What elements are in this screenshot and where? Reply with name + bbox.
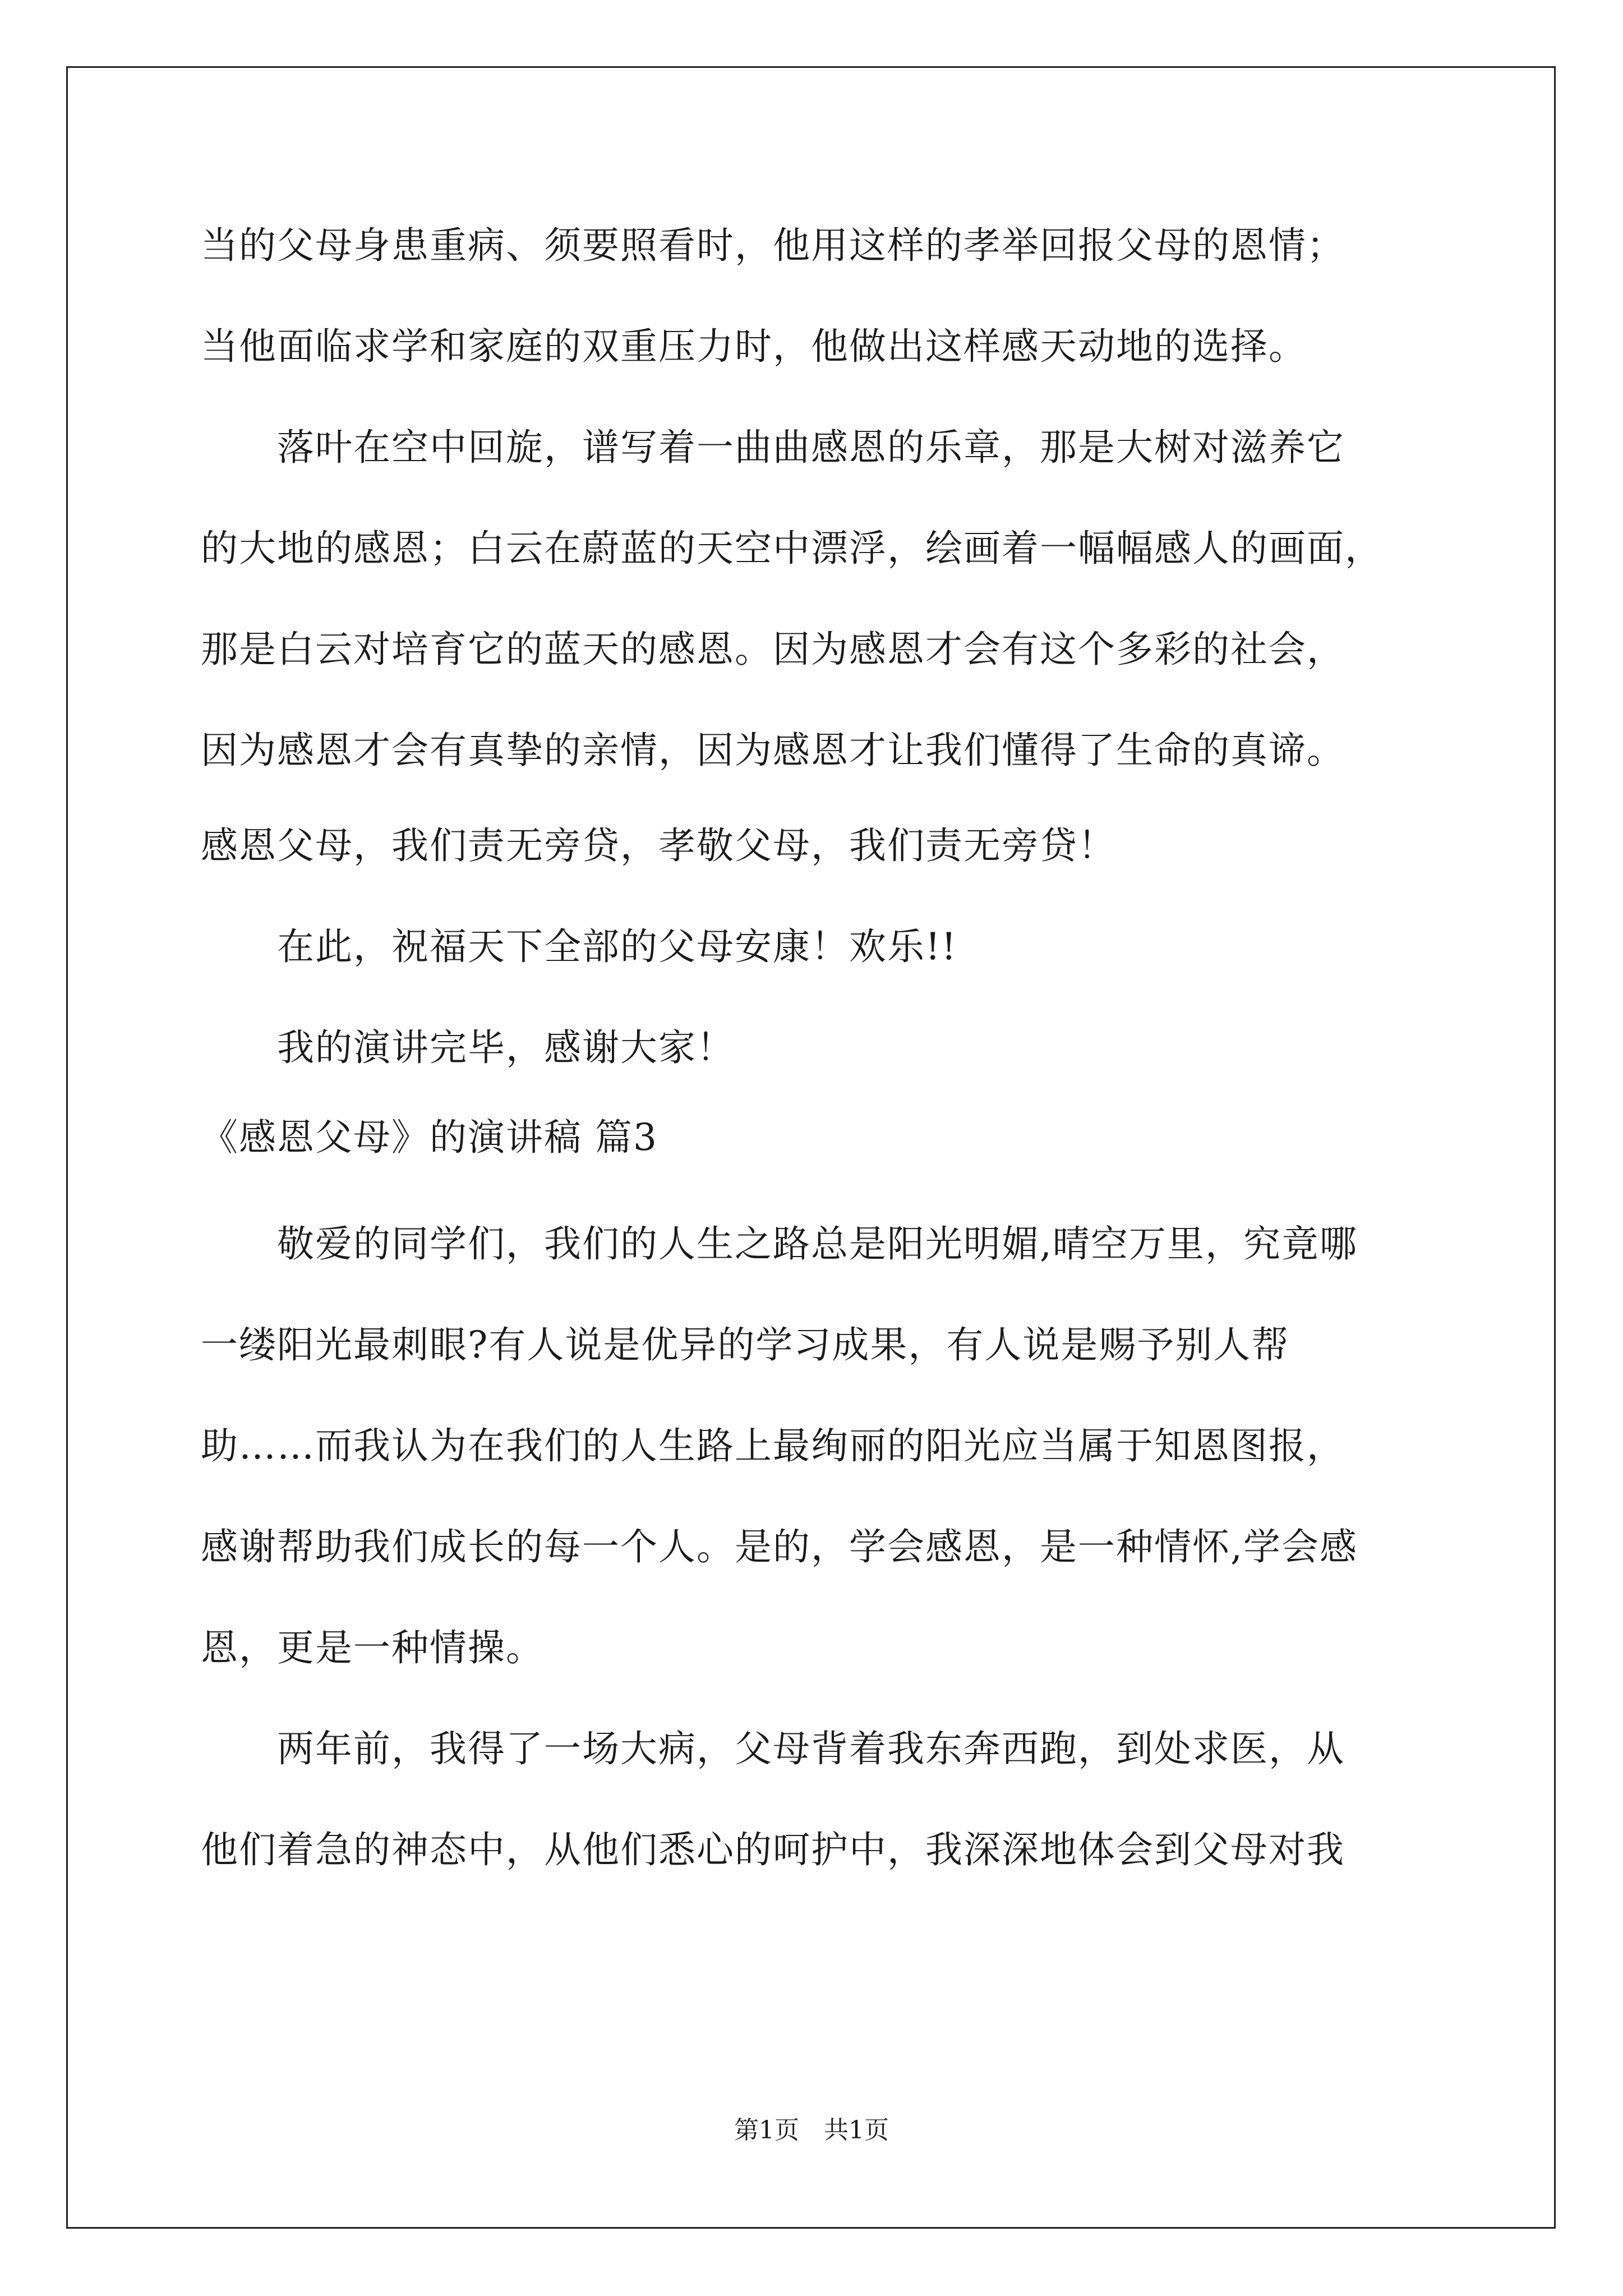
text-line-17: 他们着急的神态中，从他们悉心的呵护中，我深深地体会到父母对我 [201, 1828, 1345, 1871]
text-line-12: 一缕阳光最刺眼?有人说是优异的学习成果，有人说是赐予别人帮 [201, 1323, 1290, 1366]
text-line-4: 的大地的感恩；白云在蔚蓝的天空中漂浮，绘画着一幅幅感人的画面， [201, 527, 1383, 570]
text-line-1: 当的父母身患重病、须要照看时，他用这样的孝举回报父母的恩情； [201, 224, 1345, 267]
text-line-15: 恩，更是一种情操。 [201, 1626, 544, 1669]
page-footer: 第1页 共1页 [734, 2116, 889, 2145]
text-line-6: 因为感恩才会有真挚的亲情，因为感恩才让我们懂得了生命的真谛。 [201, 729, 1345, 772]
text-line-3: 落叶在空中回旋，谱写着一曲曲感恩的乐章，那是大树对滋养它 [201, 426, 1345, 469]
text-line-7: 感恩父母，我们责无旁贷，孝敬父母，我们责无旁贷！ [201, 824, 1116, 867]
text-line-14: 感谢帮助我们成长的每一个人。是的，学会感恩，是一种情怀,学会感 [201, 1525, 1358, 1568]
text-line-8: 在此，祝福天下全部的父母安康！欢乐!! [201, 925, 958, 968]
text-line-11: 敬爱的同学们，我们的人生之路总是阳光明媚,晴空万里，究竟哪 [201, 1222, 1358, 1266]
text-line-2: 当他面临求学和家庭的双重压力时，他做出这样感天动地的选择。 [201, 325, 1307, 368]
text-line-16: 两年前，我得了一场大病，父母背着我东奔西跑，到处求医，从 [201, 1727, 1345, 1770]
text-line-13: 助……而我认为在我们的人生路上最绚丽的阳光应当属于知恩图报， [201, 1424, 1345, 1467]
text-line-9: 我的演讲完毕，感谢大家！ [201, 1026, 735, 1069]
section-heading: 《感恩父母》的演讲稿 篇3 [201, 1116, 658, 1159]
text-line-5: 那是白云对培育它的蓝天的感恩。因为感恩才会有这个多彩的社会， [201, 628, 1345, 671]
